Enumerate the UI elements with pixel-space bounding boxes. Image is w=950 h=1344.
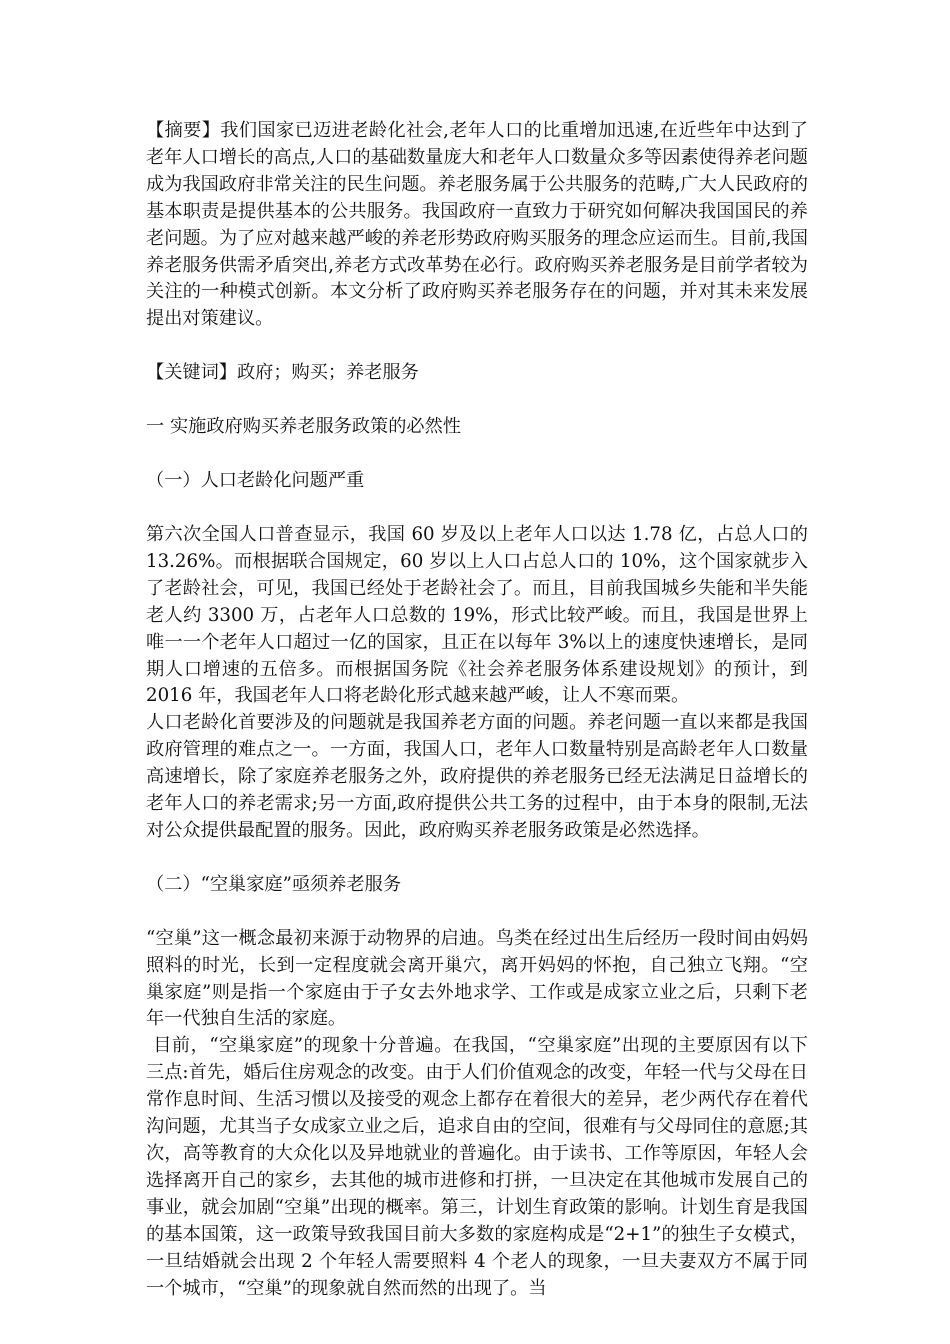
section-heading: 一 实施政府购买养老服务政策的必然性: [146, 416, 461, 438]
spacer: [146, 441, 808, 468]
spacer: [146, 387, 808, 414]
spacer: [146, 495, 808, 522]
subsection-heading: （一）人口老龄化问题严重: [146, 470, 365, 492]
keywords-line: 【关键词】政府；购买；养老服务: [146, 362, 419, 384]
spacer: [146, 899, 808, 926]
body-paragraph: “空巢”这一概念最初来源于动物界的启迪。鸟类在经过出生后经历一段时间由妈妈照料的时光，长到一定程度就会离开巢穴，离开妈妈的怀抱，自己独立飞翔。“空巢家庭”则是指一个家庭由于子女去外地求学、工作或是成家立业之后，只剩下老年一代独自生活的家庭。: [146, 927, 808, 1030]
subsection-heading: （二）“空巢家庭”亟须养老服务: [146, 873, 402, 895]
document-page: [146, 118, 808, 1302]
body-paragraph: 第六次全国人口普查显示，我国 60 岁及以上老年人口以达 1.78 亿，占总人口的 13.26%。而根据联合国规定，60 岁以上人口占总人口的 10%，这个国家就步入了老龄社会，可见，我国已经处于老龄社会了。而且，目前我国城乡失能和半失能老人约 3300 万，占老年人口总数的 19%，形式比较严峻。而且，我国是世界上唯一一个老年人口超过一亿的国家，且正在以每年 3%以上的速度快速增长，是同期人口增速的五倍多。而根据国务院《社会养老服务体系建设规划》的预计，到 2016 年，我国老年人口将老龄化形式越来越严峻，让人不寒而栗。: [146, 523, 808, 707]
body-paragraph: 人口老龄化首要涉及的问题就是我国养老方面的问题。养老问题一直以来都是我国政府管理的难点之一。一方面，我国人口，老年人口数量特别是高龄老年人口数量高速增长，除了家庭养老服务之外，政府提供的养老服务已经无法满足日益增长的老年人口的养老需求;另一方面,政府提供公共工务的过程中，由于本身的限制,无法对公众提供最配置的服务。因此，政府购买养老服务政策是必然选择。: [146, 712, 808, 841]
spacer: [146, 333, 808, 360]
body-paragraph: 目前，“空巢家庭”的现象十分普遍。在我国，“空巢家庭”出现的主要原因有以下三点:首先，婚后住房观念的改变。由于人们价值观念的改变，年轻一代与父母在日常作息时间、生活习惯以及接受的观念上都存在着很大的差异，老少两代存在着代沟问题，尤其当子女成家立业之后，追求自由的空间，很难有与父母同住的意愿;其次，高等教育的大众化以及异地就业的普遍化。由于读书、工作等原因，年轻人会选择离开自己的家乡，去其他的城市进修和打拼，一旦决定在其他城市发展自己的事业，就会加剧“空巢”出现的概率。第三，计划生育政策的影响。计划生育是我国的基本国策，这一政策导致我国目前大多数的家庭构成是“2+1”的独生子女模式，一旦结婚就会出现 2 个年轻人需要照料 4 个老人的现象，一旦夫妻双方不属于同一个城市，“空巢”的现象就自然而然的出现了。当: [146, 1035, 808, 1299]
spacer: [146, 845, 808, 872]
abstract-paragraph: 【摘要】我们国家已迈进老龄化社会,老年人口的比重增加迅速,在近些年中达到了老年人口增长的高点,人口的基础数量庞大和老年人口数量众多等因素使得养老问题成为我国政府非常关注的民生问题。养老服务属于公共服务的范畴,广大人民政府的基本职责是提供基本的公共服务。我国政府一直致力于研究如何解决我国国民的养老问题。为了应对越来越严峻的养老形势政府购买服务的理念应运而生。目前,我国养老服务供需矛盾突出,养老方式改革势在必行。政府购买养老服务是目前学者较为关注的一种模式创新。本文分析了政府购买养老服务存在的问题，并对其未来发展提出对策建议。: [146, 120, 808, 330]
